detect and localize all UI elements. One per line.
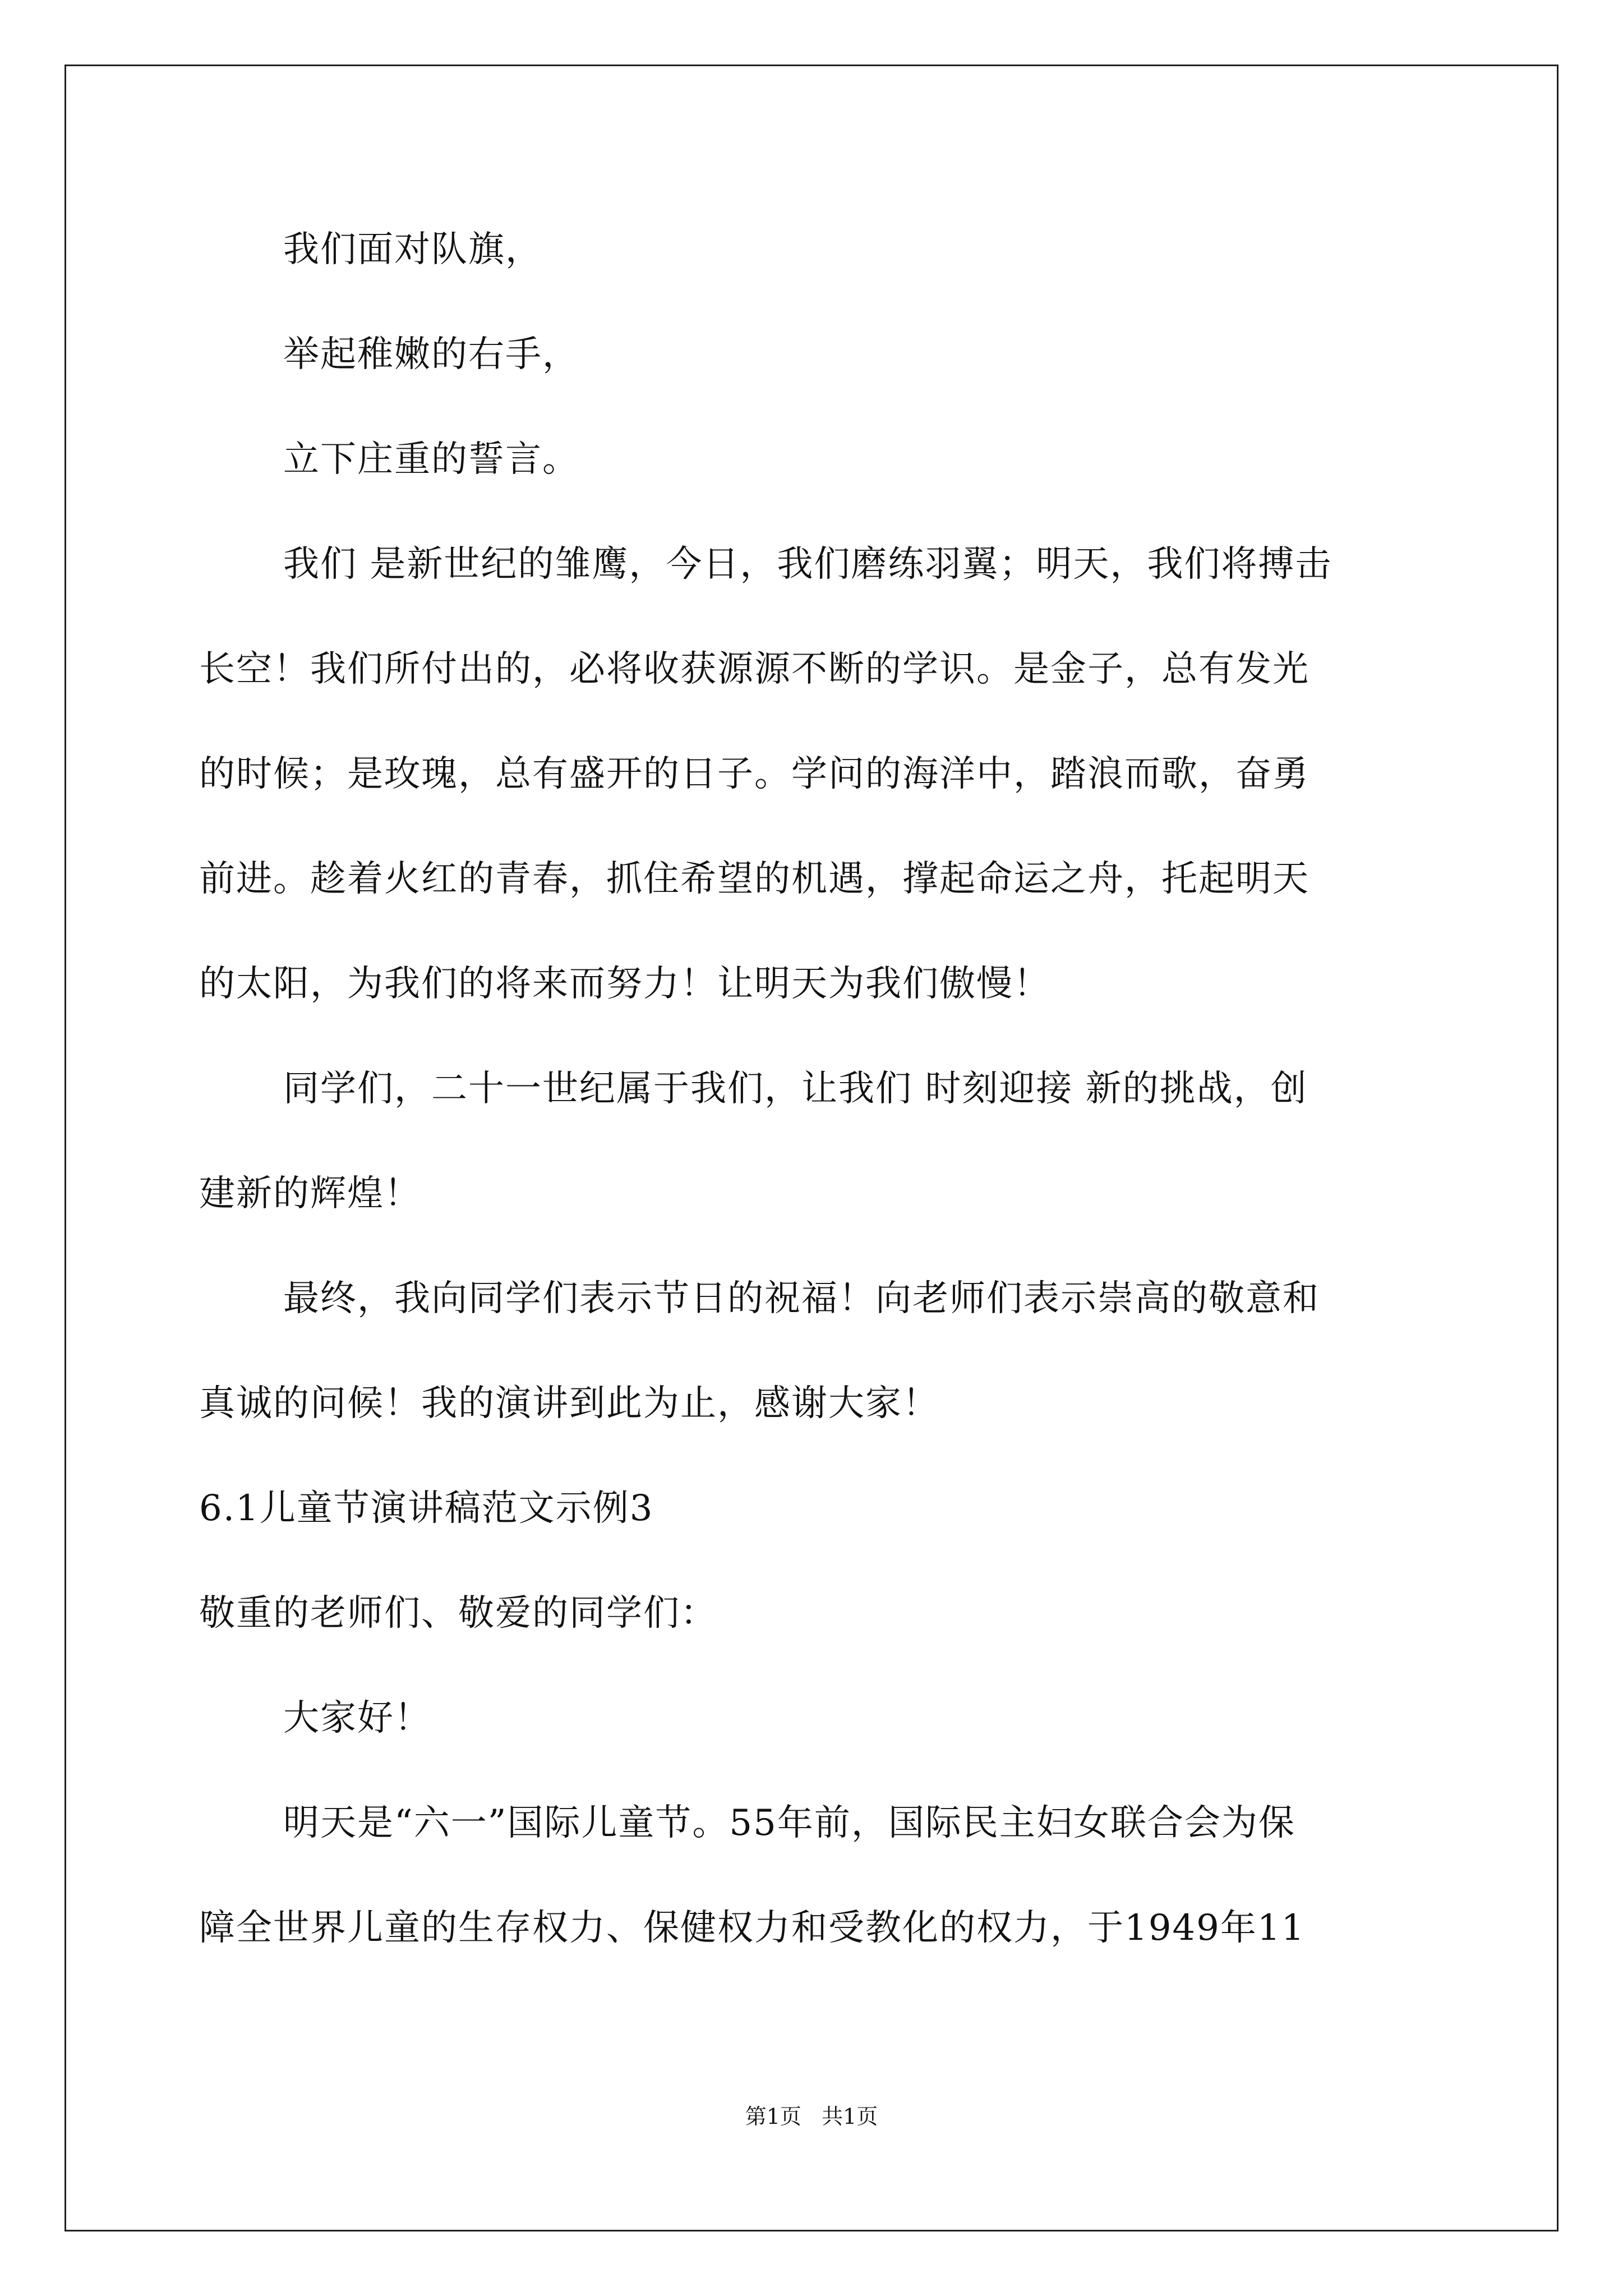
greeting: 大家好！ [283,1697,431,1739]
paragraph-line: 同学们，二十一世纪属于我们，让我们 时刻迎接 新的挑战，创 [283,1068,1308,1110]
paragraph-line: 举起稚嫩的右手， [283,334,579,375]
paragraph-line: 的太阳，为我们的将来而努力！让明天为我们傲慢！ [199,963,1050,1005]
paragraph-line: 明天是“六一”国际儿童节。55年前，国际民主妇女联合会为保 [283,1802,1295,1844]
paragraph-line: 最终，我向同学们表示节日的祝福！向老师们表示崇高的敬意和 [283,1278,1320,1319]
section-heading: 6.1儿童节演讲稿范文示例3 [199,1488,654,1529]
paragraph-line: 我们面对队旗， [283,229,542,270]
paragraph-line: 长空！我们所付出的，必将收获源源不断的学识。是金子，总有发光 [199,648,1310,690]
salutation: 敬重的老师们、敬爱的同学们： [199,1593,717,1634]
paragraph-line: 障全世界儿童的生存权力、保健权力和受教化的权力，于1949年11 [199,1907,1306,1949]
page-footer: 第1页 共1页 [745,2104,878,2129]
paragraph-line: 我们 是新世纪的雏鹰，今日，我们磨练羽翼；明天，我们将搏击 [283,544,1332,585]
paragraph-line: 立下庄重的誓言。 [283,439,579,480]
paragraph-line: 建新的辉煌！ [199,1173,421,1214]
paragraph-line: 的时候；是玫瑰，总有盛开的日子。学问的海洋中，踏浪而歌，奋勇 [199,753,1310,795]
paragraph-line: 前进。趁着火红的青春，抓住希望的机遇，撑起命运之舟，托起明天 [199,858,1310,900]
paragraph-line: 真诚的问候！我的演讲到此为止，感谢大家！ [199,1383,939,1424]
